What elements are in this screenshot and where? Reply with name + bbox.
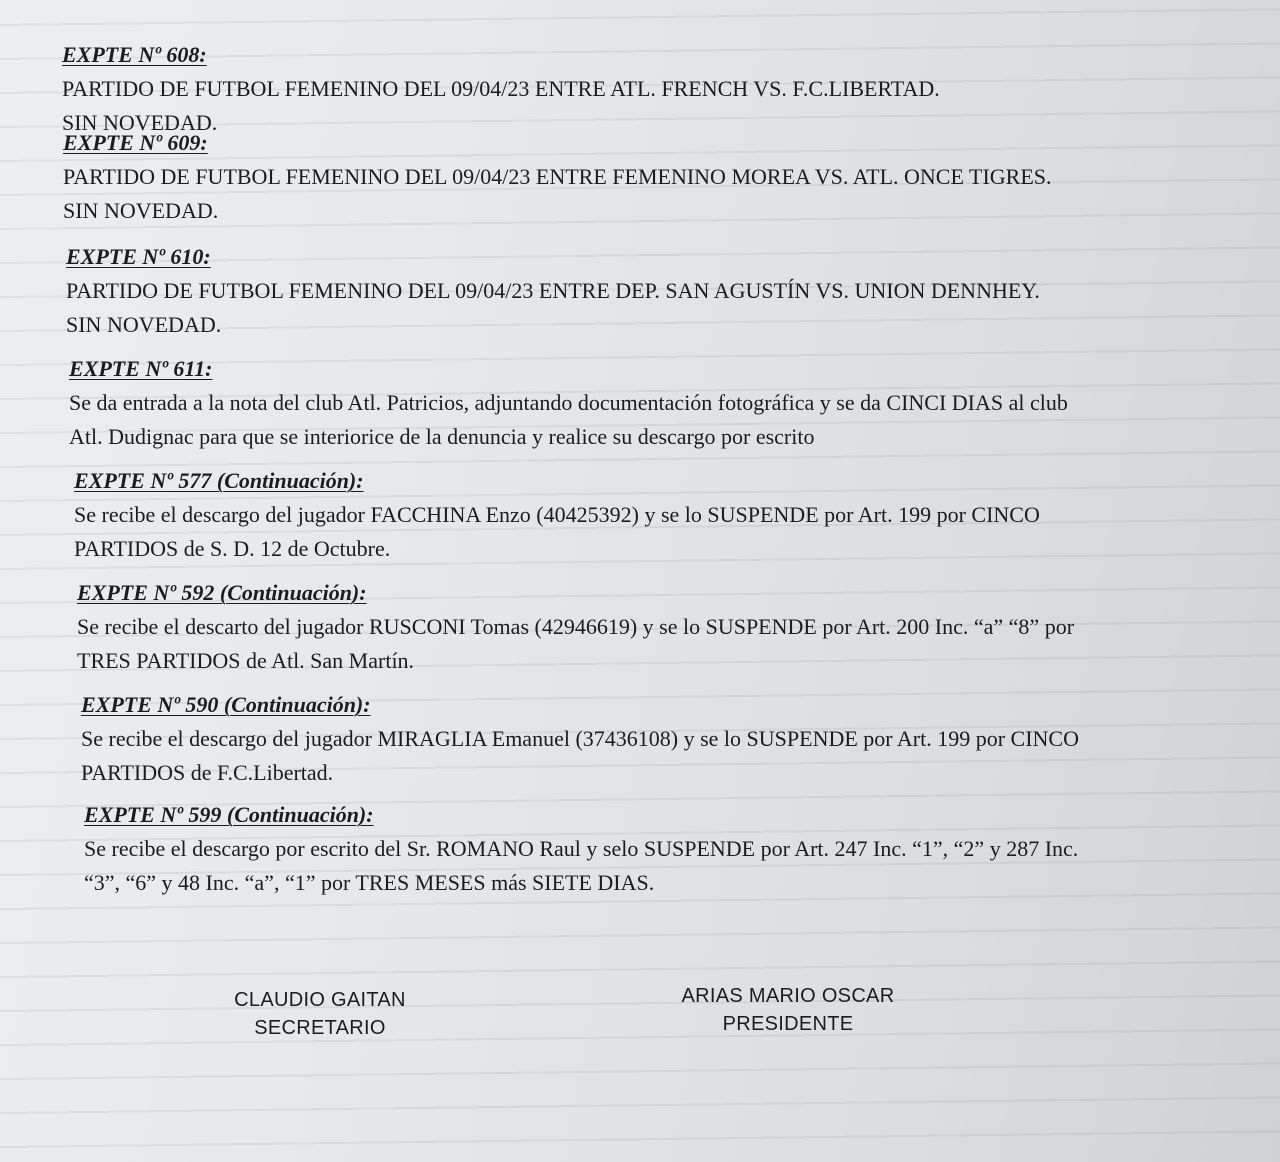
signature-name: CLAUDIO GAITAN	[234, 989, 406, 1011]
entry-heading: EXPTE Nº 610:	[66, 244, 211, 269]
entry-610	[66, 240, 1040, 342]
entry-heading: EXPTE Nº 592 (Continuación):	[77, 580, 367, 605]
signature-name: ARIAS MARIO OSCAR	[681, 985, 895, 1007]
entry-line: SIN NOVEDAD.	[62, 110, 218, 135]
entry-609	[63, 126, 1052, 228]
entry-line: “3”, “6” y 48 Inc. “a”, “1” por TRES MESES más SIETE DIAS.	[84, 870, 655, 895]
entry-line: PARTIDOS de F.C.Libertad.	[81, 760, 334, 785]
entry-592	[77, 576, 1074, 678]
entry-line: Se recibe el descargo por escrito del Sr. ROMANO Raul y selo SUSPENDE por Art. 247 Inc. “1”, “2” y 287 Inc.	[84, 836, 1079, 861]
entry-heading: EXPTE Nº 577 (Continuación):	[74, 468, 364, 493]
signature-president	[650, 982, 926, 1038]
entry-line: PARTIDO DE FUTBOL FEMENINO DEL 09/04/23 ENTRE DEP. SAN AGUSTÍN VS. UNION DENNHEY.	[66, 278, 1040, 303]
entry-line: Se da entrada a la nota del club Atl. Patricios, adjuntando documentación fotográfica y se da CINCI DIAS al club	[69, 390, 1068, 415]
entry-590	[81, 688, 1079, 790]
entry-line: Se recibe el descargo del jugador MIRAGLIA Emanuel (37436108) y se lo SUSPENDE por Art. 199 por CINCO	[81, 726, 1079, 751]
entry-line: PARTIDO DE FUTBOL FEMENINO DEL 09/04/23 ENTRE ATL. FRENCH VS. F.C.LIBERTAD.	[62, 76, 940, 101]
entry-line: Se recibe el descargo del jugador FACCHINA Enzo (40425392) y se lo SUSPENDE por Art. 199 por CINCO	[74, 502, 1040, 527]
entry-599	[84, 798, 1078, 900]
entry-line: TRES PARTIDOS de Atl. San Martín.	[77, 648, 415, 673]
entry-heading: EXPTE Nº 608:	[62, 42, 207, 67]
entry-line: Se recibe el descarto del jugador RUSCONI Tomas (42946619) y se lo SUSPENDE por Art. 200 Inc. “a” “8” por	[77, 614, 1075, 639]
entry-heading: EXPTE Nº 599 (Continuación):	[84, 802, 374, 827]
signature-role: SECRETARIO	[254, 1017, 386, 1039]
entry-heading: EXPTE Nº 611:	[69, 356, 213, 381]
entry-577	[74, 464, 1040, 566]
entry-line: SIN NOVEDAD.	[63, 198, 219, 223]
entry-heading: EXPTE Nº 590 (Continuación):	[81, 692, 371, 717]
entry-line: SIN NOVEDAD.	[66, 312, 222, 337]
entry-611	[69, 352, 1068, 454]
entry-line: PARTIDO DE FUTBOL FEMENINO DEL 09/04/23 ENTRE FEMENINO MOREA VS. ATL. ONCE TIGRES.	[63, 164, 1052, 189]
entry-608	[62, 38, 940, 140]
entry-line: PARTIDOS de S. D. 12 de Octubre.	[74, 536, 391, 561]
entry-heading: EXPTE Nº 609:	[63, 130, 208, 155]
signature-role: PRESIDENTE	[722, 1013, 854, 1035]
signature-secretary	[200, 986, 440, 1042]
entry-line: Atl. Dudignac para que se interiorice de la denuncia y realice su descargo por escrito	[69, 424, 815, 449]
